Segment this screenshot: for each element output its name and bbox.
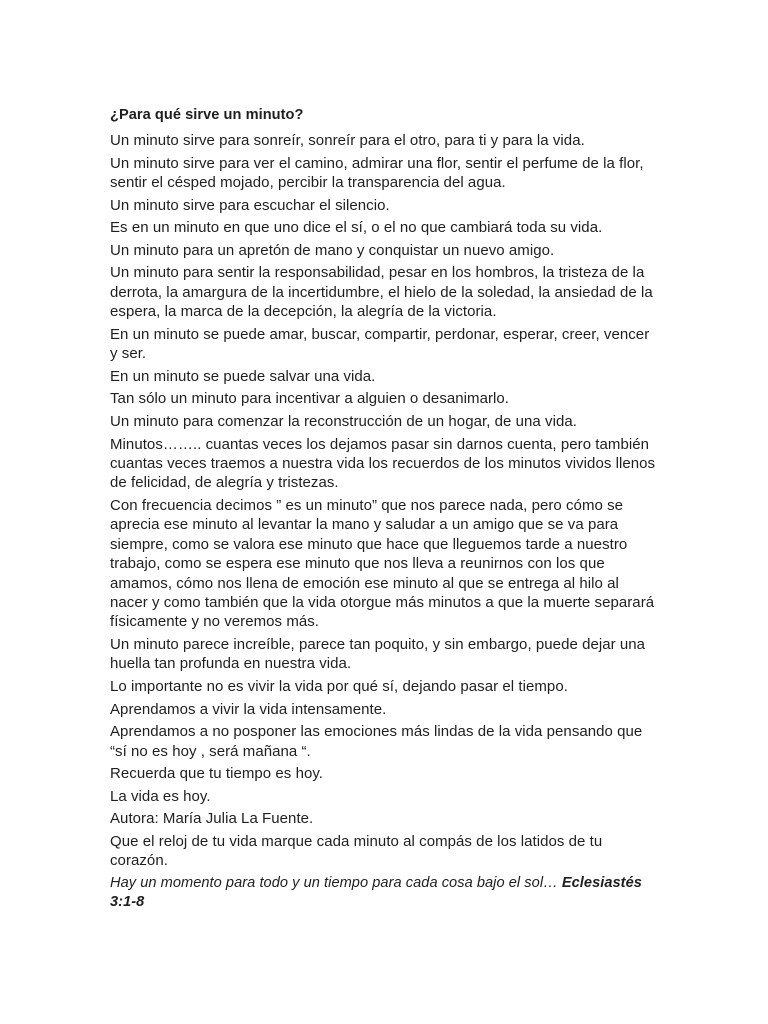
paragraph: Con frecuencia decimos ” es un minuto” que nos parece nada, pero cómo se aprecia ese minuto al levantar la mano y saludar a un amigo que se va para siempre, como se valora ese minuto que hace que lleguemos tarde a nuestro trabajo, como se espera ese minuto que nos lleva a reunirnos con los que amamos, cómo nos llena de emoción ese minuto al que se entrega al hilo al nacer y como también que la vida otorgue más minutos a que la muerte separará físicamente y no veremos más. [110, 496, 655, 631]
paragraph: Que el reloj de tu vida marque cada minuto al compás de los latidos de tu corazón. [110, 832, 603, 870]
paragraph: La vida es hoy. [110, 787, 211, 805]
author-line: Autora: María Julia La Fuente. [110, 810, 314, 828]
paragraph: Recuerda que tu tiempo es hoy. [110, 765, 324, 783]
paragraph: Un minuto sirve para sonreír, sonreír para el otro, para ti y para la vida. [110, 132, 585, 149]
paragraph: En un minuto se puede salvar una vida. [110, 367, 376, 385]
paragraph: Un minuto para sentir la responsabilidad, pesar en los hombros, la tristeza de la derrota, la amargura de la incertidumbre, el hielo de la soledad, la ansiedad de la espera, la marca de la decepción, la alegría de la victoria. [110, 264, 653, 321]
paragraph: Minutos…….. cuantas veces los dejamos pasar sin darnos cuenta, pero también cuantas veces traemos a nuestra vida los recuerdos de los minutos vividos llenos de felicidad, de alegría y tristezas. [110, 435, 656, 492]
document-title: ¿Para qué sirve un minuto? [110, 107, 304, 123]
paragraph: En un minuto se puede amar, buscar, compartir, perdonar, esperar, creer, vencer y ser. [110, 325, 650, 363]
paragraph: Aprendamos a no posponer las emociones más lindas de la vida pensando que “sí no es hoy , será mañana “. [110, 723, 643, 760]
paragraph: Un minuto para comenzar la reconstrucción de un hogar, de una vida. [110, 412, 577, 430]
paragraph: Tan sólo un minuto para incentivar a alguien o desanimarlo. [110, 390, 510, 408]
bible-reference: Eclesiastés 3:1-8 [110, 874, 642, 910]
paragraph: Un minuto sirve para ver el camino, admirar una flor, sentir el perfume de la flor, sentir el césped mojado, percibir la transparencia del agua. [110, 154, 644, 191]
document-page [110, 106, 660, 912]
paragraph: Un minuto sirve para escuchar el silencio. [110, 196, 390, 214]
paragraph: Lo importante no es vivir la vida por qué sí, dejando pasar el tiempo. [110, 678, 568, 695]
paragraph: Un minuto para un apretón de mano y conquistar un nuevo amigo. [110, 241, 555, 259]
closing-quote [110, 874, 660, 912]
paragraph: Un minuto parece increíble, parece tan poquito, y sin embargo, puede dejar una huella tan profunda en nuestra vida. [110, 636, 646, 673]
closing-quote-text: Hay un momento para todo y un tiempo para cada cosa bajo el sol… [110, 874, 562, 891]
paragraph: Aprendamos a vivir la vida intensamente. [110, 700, 387, 718]
paragraph: Es en un minuto en que uno dice el sí, o el no que cambiará toda su vida. [110, 219, 603, 237]
